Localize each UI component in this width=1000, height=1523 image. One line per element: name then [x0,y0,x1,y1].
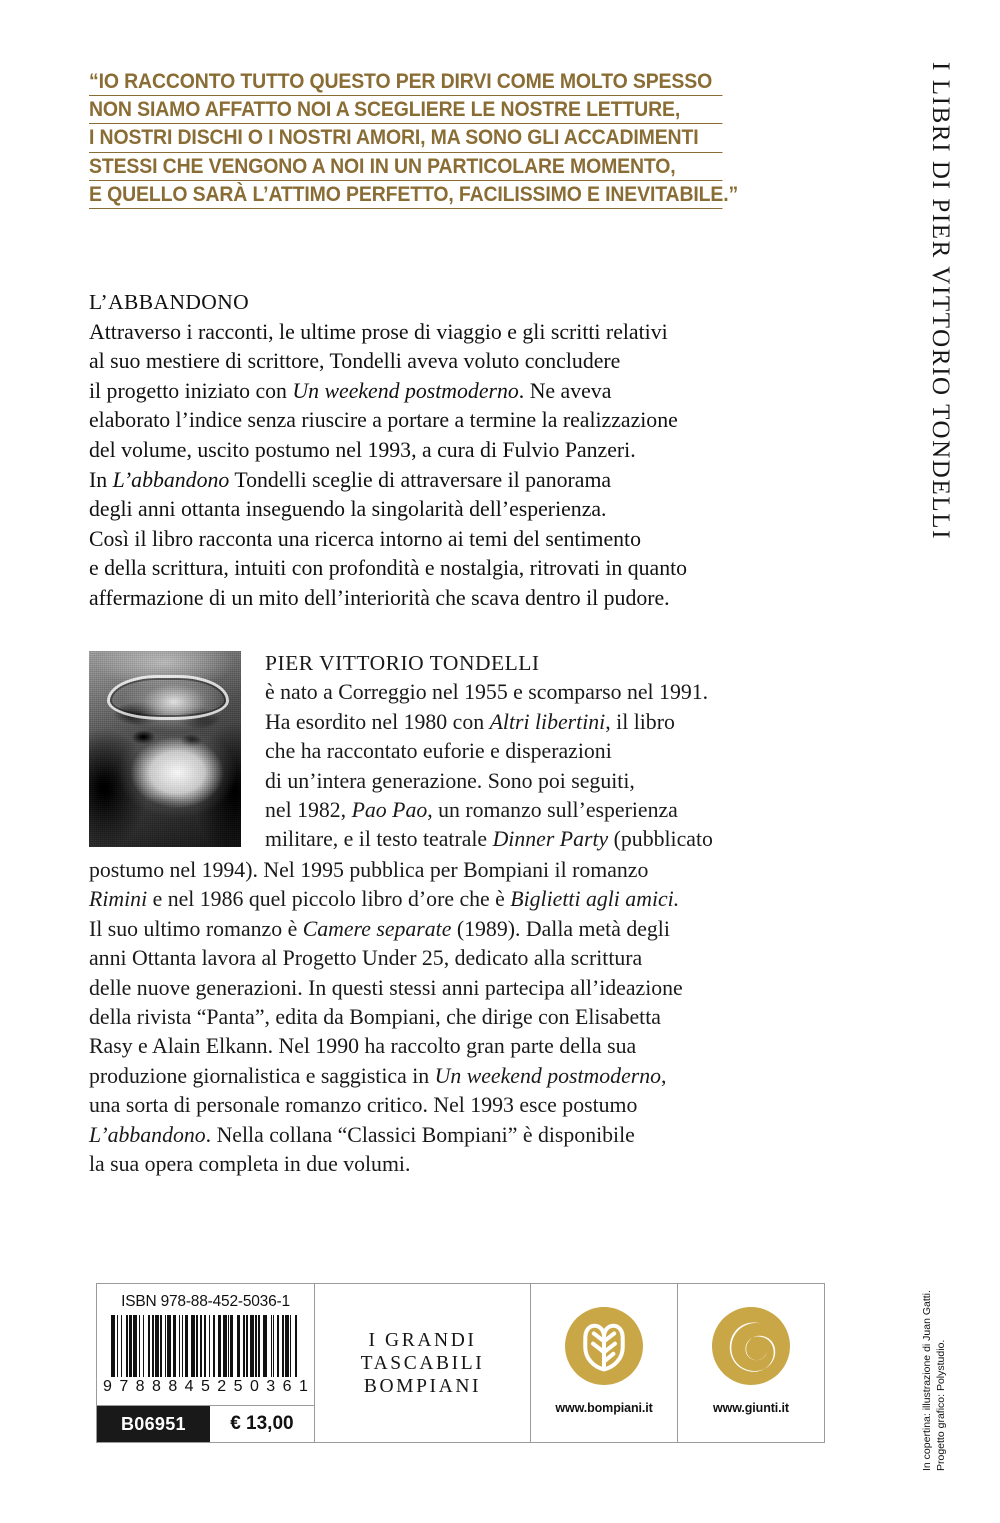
imprint-cell [315,1284,531,1442]
price-row [97,1405,314,1442]
barcode-digit: 0 [249,1378,259,1395]
author-bio-full-width-block [89,856,829,1179]
barcode-digit: 8 [168,1378,178,1395]
imprint-name [361,1329,485,1398]
credit-illustration: In copertina: illustrazione di Juan Gatti. [921,1290,933,1471]
description-line: al suo mestiere di scrittore, Tondelli aveva voluto concludere [89,349,621,374]
bio-line: produzione giornalistica e saggistica in Un weekend postmoderno, [89,1063,667,1088]
pull-quote-line: STESSI CHE VENGONO A NOI IN UN PARTICOLARE MOMENTO, [89,153,723,181]
bio-line: militare, e il testo teatrale Dinner Party (pubblicato [265,827,713,852]
bottom-info-bar [96,1283,825,1443]
description-line: In L’abbandono Tondelli sceglie di attraversare il panorama [89,467,612,492]
bio-line: nel 1982, Pao Pao, un romanzo sull’esperienza [265,798,678,823]
bio-line: delle nuove generazioni. In questi stessi anni partecipa all’ideazione [89,975,683,1000]
barcode-digit: 7 [119,1378,129,1395]
bio-line: della rivista “Panta”, edita da Bompiani, che dirige con Elisabetta [89,1005,661,1030]
description-line: Così il libro racconta una ricerca intorno ai temi del sentimento [89,526,642,551]
imprint-line: TASCABILI [360,1352,485,1374]
pull-quote [89,68,789,209]
description-line: affermazione di un mito dell’interiorità che scava dentro il pudore. [89,585,670,610]
price: € 13,00 [210,1406,314,1442]
barcode-digits [103,1378,308,1396]
imprint-line: BOMPIANI [363,1375,482,1397]
author-name: PIER VITTORIO TONDELLI [265,651,540,675]
barcode-bars [111,1315,300,1377]
bio-line: anni Ottanta lavora al Progetto Under 25, dedicato alla scrittura [89,946,643,971]
bompiani-url[interactable]: www.bompiani.it [555,1401,653,1415]
barcode-digit: 9 [103,1378,112,1395]
bio-line: la sua opera completa in due volumi. [89,1152,411,1177]
imprint-line: I GRANDI [368,1329,477,1351]
pull-quote-line: E QUELLO SARÀ L’ATTIMO PERFETTO, FACILISSIMO E INEVITABILE.” [89,181,723,209]
bio-line: che ha raccontato euforie e disperazioni [265,739,612,764]
bio-line: Rasy e Alain Elkann. Nel 1990 ha raccolto gran parte della sua [89,1034,637,1059]
pull-quote-line: I NOSTRI DISCHI O I NOSTRI AMORI, MA SONO GLI ACCADIMENTI [89,124,723,152]
bio-line: è nato a Correggio nel 1955 e scomparso nel 1991. [265,680,709,705]
barcode-bar [297,1315,299,1377]
series-title-vertical [880,0,1000,560]
barcode-digit: 3 [266,1378,276,1395]
description-line: degli anni ottanta inseguendo la singolarità dell’esperienza. [89,497,607,522]
bio-line: di un’intera generazione. Sono poi seguiti, [265,768,635,793]
bio-line: Il suo ultimo romanzo è Camere separate (1989). Dalla metà degli [89,916,670,941]
bio-line: postumo nel 1994). Nel 1995 pubblica per Bompiani il romanzo [89,858,649,882]
description-line: Attraverso i racconti, le ultime prose di viaggio e gli scritti relativi [89,319,668,344]
cover-credits [921,1221,992,1471]
barcode-digit: 8 [151,1378,161,1395]
bio-line: L’abbandono. Nella collana “Classici Bompiani” è disponibile [89,1122,635,1147]
pull-quote-line: NON SIAMO AFFATTO NOI A SCEGLIERE LE NOSTRE LETTURE, [89,96,723,124]
giunti-logo-cell [678,1284,824,1442]
bio-line: Rimini e nel 1986 quel piccolo libro d’ore che è Biglietti agli amici. [89,887,680,912]
book-description [89,288,819,614]
book-title: L’ABBANDONO [89,290,250,314]
author-photo [89,651,241,847]
bompiani-logo-cell [531,1284,678,1442]
author-bio-indented-block [265,649,825,855]
barcode-digit: 2 [217,1378,227,1395]
barcode-digit: 1 [298,1378,308,1395]
giunti-logo-icon [712,1307,790,1385]
cover-credits-text [921,1290,948,1471]
product-code: B06951 [97,1406,210,1442]
barcode-digit: 5 [233,1378,243,1395]
description-line: il progetto iniziato con Un weekend postmoderno. Ne aveva [89,378,612,403]
description-line: elaborato l’indice senza riuscire a portare a termine la realizzazione [89,408,678,433]
bio-line: Ha esordito nel 1980 con Altri libertini, il libro [265,709,675,734]
barcode-digit: 6 [282,1378,292,1395]
credit-graphic-design: Progetto grafico: Polystudio. [934,1339,947,1471]
barcode-digit: 4 [184,1378,194,1395]
pull-quote-line: “IO RACCONTO TUTTO QUESTO PER DIRVI COME MOLTO SPESSO [89,68,723,96]
barcode-digit: 8 [135,1378,145,1395]
giunti-url[interactable]: www.giunti.it [712,1401,789,1415]
bompiani-logo-icon [565,1307,643,1385]
barcode-digit: 5 [200,1378,210,1395]
description-line: e della scrittura, intuiti con profondità e nostalgia, ritrovati in quanto [89,556,688,581]
isbn-text: ISBN 978-88-452-5036-1 [121,1293,290,1310]
bio-line: una sorta di personale romanzo critico. Nel 1993 esce postumo [89,1093,638,1118]
description-line: del volume, uscito postumo nel 1993, a cura di Fulvio Panzeri. [89,437,636,462]
series-title-text: I LIBRI DI PIER VITTORIO TONDELLI [927,62,954,540]
barcode-cell [97,1284,315,1442]
